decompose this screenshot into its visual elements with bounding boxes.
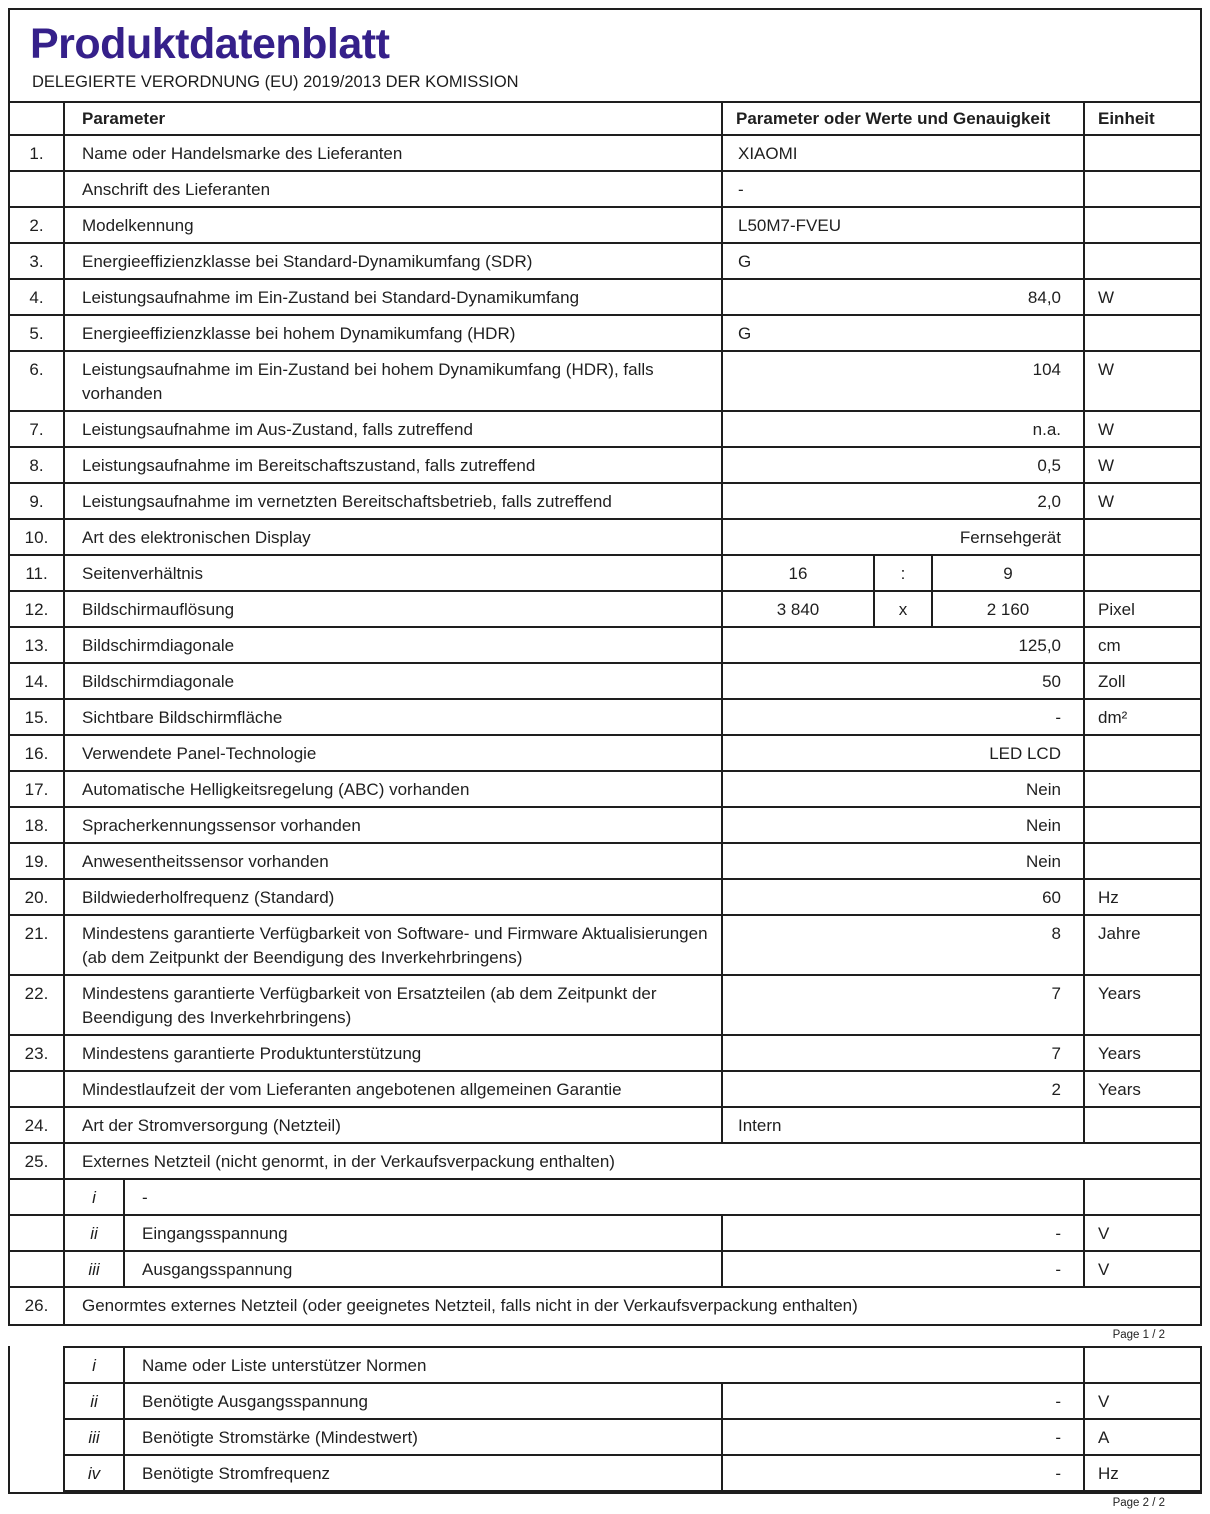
row-number: 3. [10,244,65,278]
row-number: 5. [10,316,65,350]
value-part-cell: 16 [723,556,875,590]
unit-cell [1085,1180,1200,1214]
table-row [10,136,1200,172]
row-number [10,103,65,134]
page-number-2: Page 2 / 2 [1112,1497,1165,1509]
unit-cell: W [1098,456,1115,475]
value-cell: 7 [723,976,1085,1034]
row-number: 2. [10,208,65,242]
row-number: 7. [10,412,65,446]
value-cell: G [723,244,1085,278]
value-cell: - [723,700,1085,734]
row-number: 13. [10,628,65,662]
page-title: Produktdatenblatt [30,20,390,68]
row-number: 4. [10,280,65,314]
parameter-label: Leistungsaufnahme im Bereitschaftszustand, falls zutreffend [65,448,723,482]
table-row [10,448,1200,484]
datasheet-table-page1 [10,101,1200,1324]
header-unit: Einheit [1098,109,1155,128]
parameter-label: Genormtes externes Netzteil (oder geeignetes Netzteil, falls nicht in der Verkaufsverpackung enthalten) [82,1296,858,1315]
row-number: 11. [10,556,65,590]
table-row [10,484,1200,520]
table-row [10,916,1200,976]
value-cell: 50 [723,664,1085,698]
parameter-label: Benötigte Stromstärke (Mindestwert) [125,1420,723,1454]
table-row [65,1420,1200,1456]
row-number: 17. [10,772,65,806]
parameter-label: Bildschirmdiagonale [65,664,723,698]
roman-numeral: iii [65,1420,125,1454]
table-row [10,1144,1200,1180]
value-part-cell: 2 160 [933,592,1085,626]
unit-cell: Zoll [1098,672,1126,691]
table-row [10,412,1200,448]
unit-cell: Hz [1098,888,1119,907]
table-row [10,700,1200,736]
unit-cell: W [1098,360,1115,379]
value-cell: Fernsehgerät [723,520,1085,554]
value-cell: 2,0 [723,484,1085,518]
unit-cell [1085,808,1200,842]
value-cell: - [723,1420,1085,1454]
unit-cell [1085,1108,1200,1142]
unit-cell [1085,1348,1200,1382]
page-number-1: Page 1 / 2 [1112,1329,1165,1341]
row-number: 20. [10,880,65,914]
row-number [10,1180,65,1214]
value-cell: 0,5 [723,448,1085,482]
unit-cell: V [1098,1224,1110,1243]
value-cell: 2 [723,1072,1085,1106]
parameter-label: Art des elektronischen Display [65,520,723,554]
unit-cell: W [1098,420,1115,439]
table-row [10,352,1200,412]
parameter-label: Anschrift des Lieferanten [65,172,723,206]
unit-cell [1085,736,1200,770]
row-number: 18. [10,808,65,842]
unit-cell [1085,556,1200,590]
unit-cell [1085,772,1200,806]
table-row [10,280,1200,316]
parameter-label: Mindestens garantierte Verfügbarkeit von Ersatzteilen (ab dem Zeitpunkt der Beendigung des Inverkehrbringens) [65,976,723,1034]
unit-cell: A [1098,1428,1110,1447]
roman-numeral: ii [65,1216,125,1250]
datasheet-table-page2 [63,1346,1202,1492]
parameter-label: Leistungsaufnahme im Ein-Zustand bei Standard-Dynamikumfang [65,280,723,314]
row-number [10,172,65,206]
value-cell: 84,0 [723,280,1085,314]
unit-cell: dm² [1098,708,1128,727]
value-part-cell: 3 840 [723,592,875,626]
parameter-label: Seitenverhältnis [65,556,723,590]
table-row [65,1348,1200,1384]
value-cell: G [723,316,1085,350]
table-row [10,316,1200,352]
parameter-label: Mindestlaufzeit der vom Lieferanten angebotenen allgemeinen Garantie [65,1072,723,1106]
header-parameter: Parameter [65,103,723,134]
table-row [10,1180,1200,1216]
row-number: 23. [10,1036,65,1070]
parameter-label: Energieeffizienzklasse bei Standard-Dynamikumfang (SDR) [65,244,723,278]
table-row [10,1072,1200,1108]
value-cell: XIAOMI [723,136,1085,170]
table-row [10,1036,1200,1072]
value-cell: 7 [723,1036,1085,1070]
table-row [10,664,1200,700]
unit-cell [1085,520,1200,554]
unit-cell: Years [1098,1080,1141,1099]
unit-cell: cm [1098,636,1121,655]
parameter-label: Automatische Helligkeitsregelung (ABC) vorhanden [65,772,723,806]
value-cell: 125,0 [723,628,1085,662]
row-number: 14. [10,664,65,698]
roman-numeral: ii [65,1384,125,1418]
table-row [10,736,1200,772]
table-header-row [10,103,1200,136]
value-cell: Nein [723,844,1085,878]
roman-numeral: i [65,1348,125,1382]
value-cell: L50M7-FVEU [723,208,1085,242]
value-cell: - [723,1384,1085,1418]
parameter-label: Sichtbare Bildschirmfläche [65,700,723,734]
row-number: 12. [10,592,65,626]
parameter-label: Mindestens garantierte Verfügbarkeit von Software- und Firmware Aktualisierungen (ab dem Zeitpunkt der Beendigung des Inverkehrbringens) [65,916,723,974]
row-number: 15. [10,700,65,734]
parameter-label: Ausgangsspannung [125,1252,723,1286]
value-cell: LED LCD [723,736,1085,770]
roman-numeral: iv [65,1456,125,1490]
parameter-label: Leistungsaufnahme im Aus-Zustand, falls zutreffend [65,412,723,446]
row-number: 24. [10,1108,65,1142]
row-number: 25. [10,1144,65,1178]
value-cell: 8 [723,916,1085,974]
parameter-label: Name oder Liste unterstützer Normen [125,1348,1085,1382]
value-cell: Nein [723,772,1085,806]
value-part-cell: 9 [933,556,1085,590]
table-row [10,1252,1200,1288]
parameter-label: Art der Stromversorgung (Netzteil) [65,1108,723,1142]
value-cell: Intern [723,1108,1085,1142]
parameter-label: - [125,1180,1085,1214]
row-number: 16. [10,736,65,770]
row-number: 21. [10,916,65,974]
unit-cell: W [1098,288,1115,307]
row-number: 6. [10,352,65,410]
unit-cell: V [1098,1392,1110,1411]
unit-cell: Years [1098,1044,1141,1063]
row-number: 26. [10,1288,65,1324]
parameter-label: Eingangsspannung [125,1216,723,1250]
table-row [10,628,1200,664]
table-row [10,976,1200,1036]
unit-cell: Hz [1098,1464,1119,1483]
row-number: 22. [10,976,65,1034]
header-value: Parameter oder Werte und Genauigkeit [723,103,1085,134]
parameter-label: Bildwiederholfrequenz (Standard) [65,880,723,914]
row-number: 9. [10,484,65,518]
table-row [10,1288,1200,1324]
unit-cell [1085,172,1200,206]
row-number [10,1216,65,1250]
parameter-label: Energieeffizienzklasse bei hohem Dynamikumfang (HDR) [65,316,723,350]
value-cell: 104 [723,352,1085,410]
row-number: 1. [10,136,65,170]
value-cell: Nein [723,808,1085,842]
row-number [10,1252,65,1286]
parameter-label: Leistungsaufnahme im Ein-Zustand bei hohem Dynamikumfang (HDR), falls vorhanden [65,352,723,410]
table-row [65,1456,1200,1492]
page-subtitle: DELEGIERTE VERORDNUNG (EU) 2019/2013 DER KOMISSION [32,73,519,91]
table-row [10,172,1200,208]
unit-cell: Jahre [1098,924,1141,943]
table-row [10,1216,1200,1252]
table-row [65,1384,1200,1420]
parameter-label: Leistungsaufnahme im vernetzten Bereitschaftsbetrieb, falls zutreffend [65,484,723,518]
table-row [10,592,1200,628]
value-cell: - [723,1252,1085,1286]
value-cell: - [723,172,1085,206]
table-row [10,556,1200,592]
unit-cell: W [1098,492,1115,511]
parameter-label: Spracherkennungssensor vorhanden [65,808,723,842]
value-cell: - [723,1216,1085,1250]
value-cell: 60 [723,880,1085,914]
unit-cell [1085,136,1200,170]
parameter-label: Mindestens garantierte Produktunterstützung [65,1036,723,1070]
roman-numeral: iii [65,1252,125,1286]
unit-cell: Years [1098,984,1141,1003]
table-row [10,244,1200,280]
parameter-label: Modelkennung [65,208,723,242]
table-row [10,844,1200,880]
table-row [10,880,1200,916]
table-row [10,1108,1200,1144]
row-number [10,1072,65,1106]
value-cell: n.a. [723,412,1085,446]
parameter-label: Bildschirmauflösung [65,592,723,626]
unit-cell: Pixel [1098,600,1135,619]
value-cell: - [723,1456,1085,1490]
parameter-label: Anwesentheitssensor vorhanden [65,844,723,878]
roman-numeral: i [65,1180,125,1214]
table-row [10,520,1200,556]
unit-cell [1085,244,1200,278]
separator-cell: x [875,592,933,626]
parameter-label: Name oder Handelsmarke des Lieferanten [65,136,723,170]
table-row [10,208,1200,244]
table-row [10,808,1200,844]
table-row [10,772,1200,808]
parameter-label: Bildschirmdiagonale [65,628,723,662]
sheet [8,8,1202,1514]
unit-cell: V [1098,1260,1110,1279]
row-number: 19. [10,844,65,878]
unit-cell [1085,844,1200,878]
unit-cell [1085,208,1200,242]
row-number: 10. [10,520,65,554]
row-number: 8. [10,448,65,482]
page-2-frame [8,1346,1202,1494]
separator-cell: : [875,556,933,590]
parameter-label: Benötigte Ausgangsspannung [125,1384,723,1418]
title-block [10,10,1200,101]
parameter-label: Benötigte Stromfrequenz [125,1456,723,1490]
parameter-label: Verwendete Panel-Technologie [65,736,723,770]
parameter-label: Externes Netzteil (nicht genormt, in der Verkaufsverpackung enthalten) [82,1152,615,1171]
page-1-frame [8,8,1202,1326]
unit-cell [1085,316,1200,350]
